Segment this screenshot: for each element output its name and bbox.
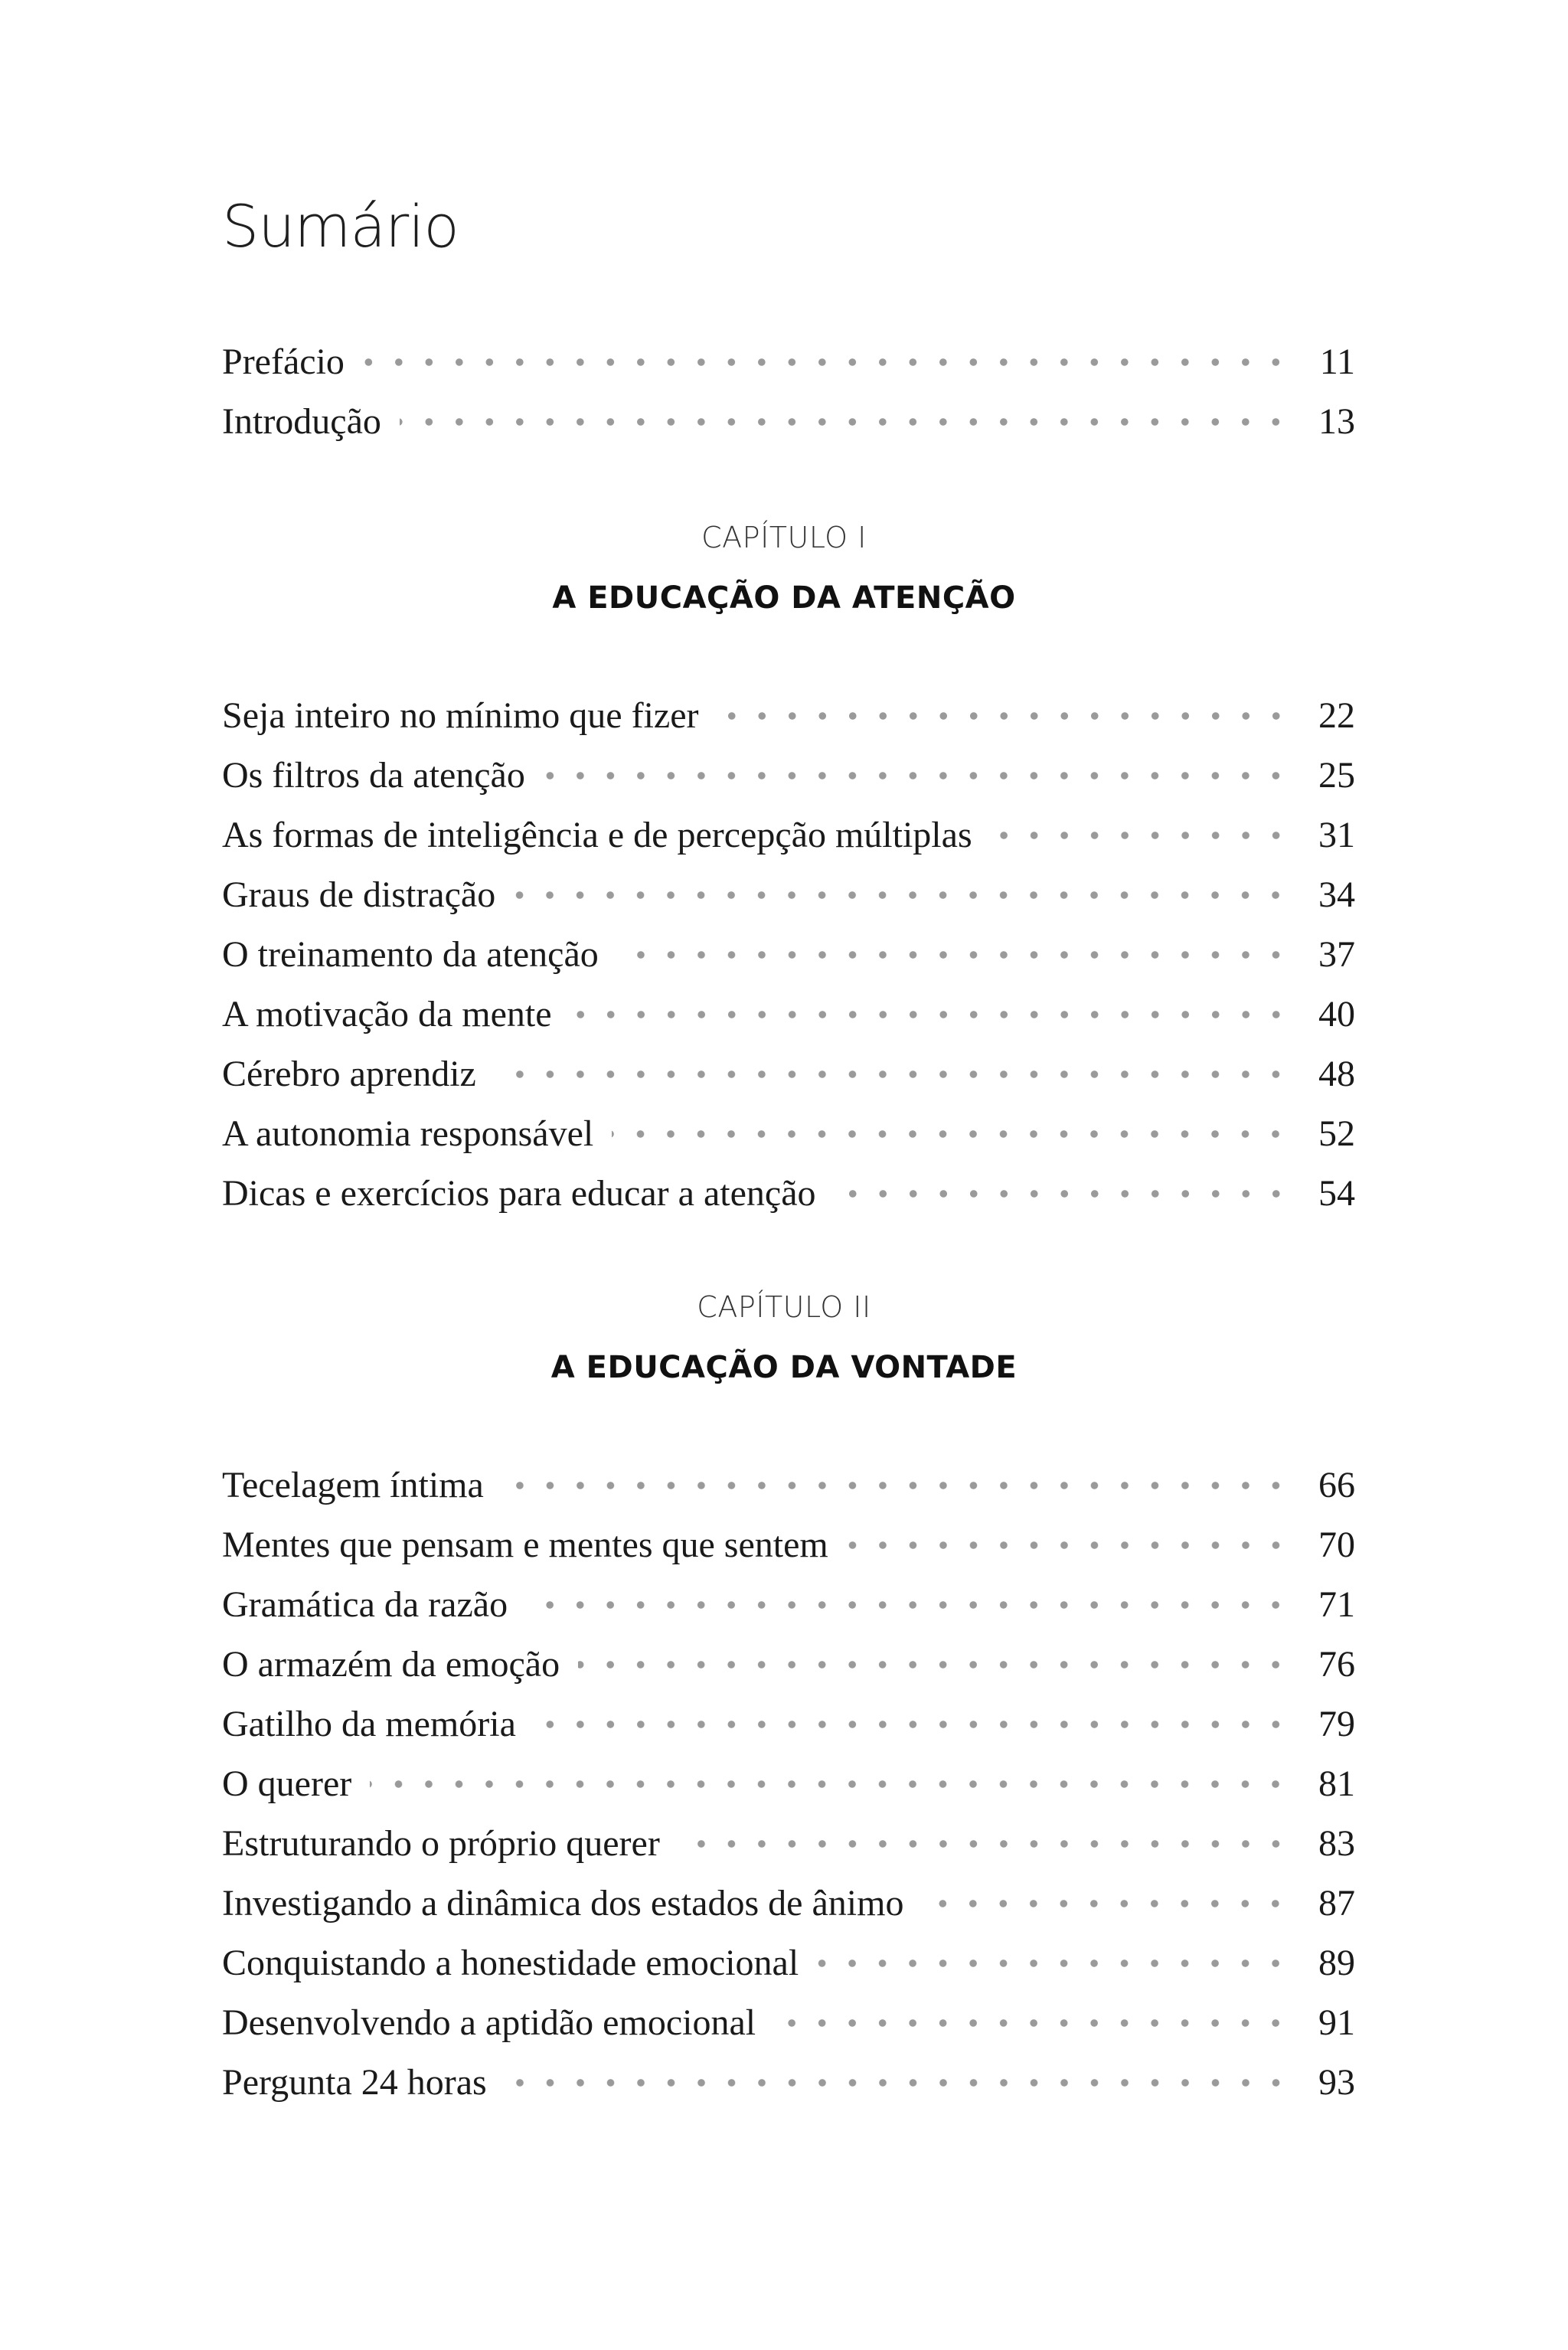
dot-leader [612,1129,1291,1139]
toc-entry [222,1761,1355,1807]
toc-entry-label: O armazém da emoção [222,1644,560,1685]
dot-leader [514,891,1291,900]
toc-entry-page: 83 [1318,1823,1355,1864]
toc-entry [222,1881,1355,1927]
toc-entry-label: As formas de inteligência e de percepção múltiplas [222,815,972,855]
dot-leader [400,417,1291,427]
chapter-title: A EDUCAÇÃO DA VONTADE [550,1350,1018,1385]
dot-leader [847,1541,1291,1550]
toc-entry-label: Estruturando o próprio querer [222,1823,660,1864]
toc-entry [222,399,1355,445]
toc-entry-page: 40 [1318,994,1355,1034]
toc-entry-page: 54 [1318,1173,1355,1214]
dot-leader [534,1720,1291,1729]
dot-leader [991,831,1291,840]
toc-entry-label: Seja inteiro no mínimo que fizer [222,695,699,736]
dot-leader [835,1189,1292,1198]
toc-entry [222,932,1355,978]
toc-entry [222,2060,1355,2106]
toc-entry-page: 34 [1318,874,1355,915]
dot-leader [505,2078,1291,2087]
toc-entry-page: 93 [1318,2062,1355,2103]
toc-entry-page: 31 [1318,815,1355,855]
toc-entry-label: Mentes que pensam e mentes que sentem [222,1525,828,1565]
toc-entry [222,2000,1355,2046]
chapter-kicker: CAPÍTULO I [701,521,867,554]
toc-entry [222,1642,1355,1688]
toc-entry-page: 22 [1318,695,1355,736]
toc-entry [222,1701,1355,1747]
toc-entry-label: Investigando a dinâmica dos estados de ânimo [222,1883,904,1923]
toc-entry-page: 91 [1318,2002,1355,2043]
toc-entry [222,1051,1355,1097]
toc-entry-page: 79 [1318,1704,1355,1744]
toc-entry-label: O treinamento da atenção [222,934,599,975]
chapter-title: A EDUCAÇÃO DA ATENÇÃO [552,580,1016,616]
toc-entry [222,872,1355,918]
dot-leader [570,1010,1291,1019]
toc-entry [222,1940,1355,1986]
toc-entry [222,1582,1355,1628]
dot-leader [526,1600,1291,1610]
toc-entry-page: 37 [1318,934,1355,975]
toc-entry [222,1821,1355,1867]
dot-leader [717,711,1292,721]
toc-entry-page: 70 [1318,1525,1355,1565]
dot-leader [370,1780,1291,1789]
toc-entry-page: 76 [1318,1644,1355,1685]
toc-entry-label: Prefácio [222,342,345,382]
toc-entry-label: Cérebro aprendiz [222,1054,476,1094]
toc-entry-label: Gatilho da memória [222,1704,516,1744]
dot-leader [544,771,1291,780]
dot-leader [774,2018,1291,2028]
toc-entry-label: Graus de distração [222,874,496,915]
toc-entry-label: Os filtros da atenção [222,755,525,796]
toc-entry-label: Pergunta 24 horas [222,2062,487,2103]
page-title: Sumário [222,192,459,260]
toc-entry [222,812,1355,858]
dot-leader [617,950,1291,959]
toc-entry-label: Tecelagem íntima [222,1465,484,1505]
toc-entry-page: 52 [1318,1113,1355,1154]
dot-leader [495,1070,1291,1079]
toc-entry-label: Desenvolvendo a aptidão emocional [222,2002,756,2043]
toc-entry-page: 81 [1318,1763,1355,1804]
toc-entry-label: O querer [222,1763,352,1804]
toc-entry-page: 71 [1318,1584,1355,1625]
toc-entry-label: A motivação da mente [222,994,552,1034]
toc-entry [222,1111,1355,1157]
toc-entry-label: Dicas e exercícios para educar a atenção [222,1173,816,1214]
dot-leader [502,1481,1291,1490]
toc-entry [222,693,1355,739]
toc-entry [222,1522,1355,1568]
toc-entry-page: 11 [1319,342,1355,382]
toc-entry-page: 25 [1318,755,1355,796]
toc-entry-page: 66 [1318,1465,1355,1505]
dot-leader [363,358,1291,367]
toc-entry [222,992,1355,1038]
toc-entry-page: 89 [1318,1943,1355,1983]
toc-entry-label: A autonomia responsável [222,1113,594,1154]
toc-entry [222,753,1355,799]
dot-leader [578,1660,1291,1669]
toc-entry-label: Gramática da razão [222,1584,508,1625]
toc-entry [222,339,1355,385]
dot-leader [817,1959,1291,1968]
chapter-kicker: CAPÍTULO II [697,1290,871,1324]
dot-leader [678,1839,1291,1848]
toc-entry [222,1463,1355,1508]
toc-entry-page: 87 [1318,1883,1355,1923]
toc-entry-label: Conquistando a honestidade emocional [222,1943,799,1983]
toc-entry [222,1171,1355,1217]
toc-entry-label: Introdução [222,401,381,442]
toc-entry-page: 48 [1318,1054,1355,1094]
dot-leader [922,1899,1291,1908]
toc-entry-page: 13 [1318,401,1355,442]
